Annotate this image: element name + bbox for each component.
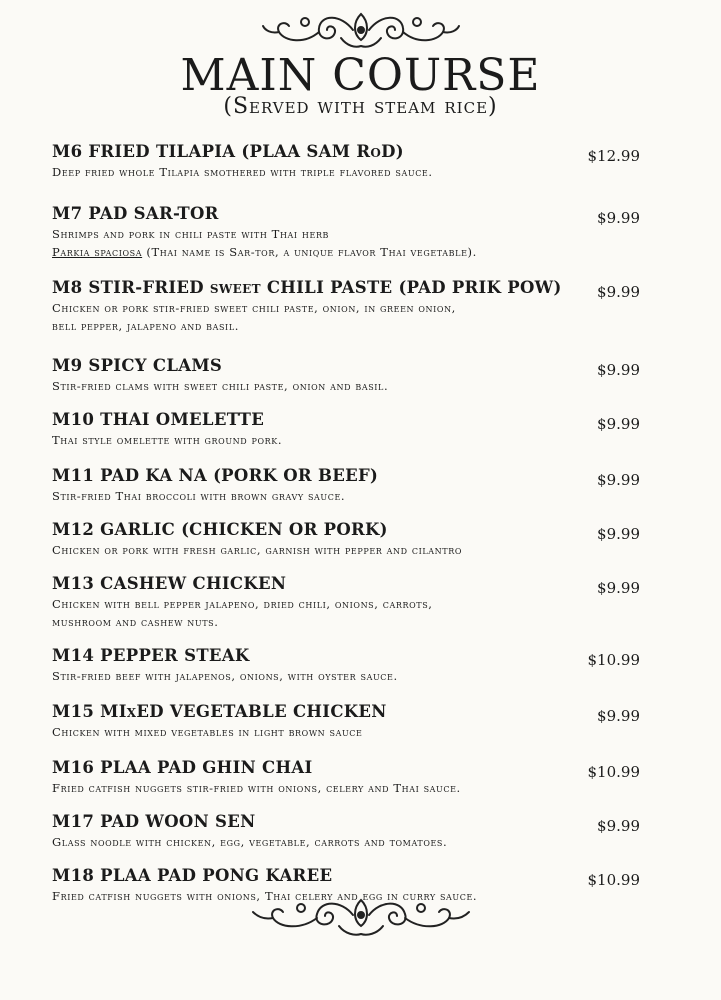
item-description-line-2: [52, 243, 562, 261]
item-description: Fried catfish nuggets stir-fried with onions, celery and Thai sauce.: [52, 781, 461, 795]
item-name: M9 SPICY CLAMS: [52, 356, 223, 375]
item-name: M15 MIxED VEGETABLE CHICKEN: [52, 702, 387, 721]
item-price: $10.99: [587, 871, 640, 889]
item-name: M17 PAD WOON SEN: [52, 812, 256, 831]
menu-item-m14: [52, 645, 652, 701]
item-price: $9.99: [597, 579, 640, 597]
item-description: Chicken or pork stir-fried sweet chili paste, onion, in green onion,: [52, 301, 456, 315]
item-name: M18 PLAA PAD PONG KAREE: [52, 866, 333, 885]
item-price: $9.99: [597, 471, 640, 489]
menu-item-m15: [52, 701, 652, 757]
scroll-ornament-icon: [251, 892, 471, 938]
menu-item-m8: [52, 277, 652, 355]
item-description: Chicken with mixed vegetables in light brown sauce: [52, 725, 363, 739]
menu-item-m12: [52, 519, 652, 573]
item-description: Deep fried whole Tilapia smothered with triple flavored sauce.: [52, 165, 433, 179]
page-title: MAIN COURSE: [180, 50, 541, 101]
item-name: M13 CASHEW CHICKEN: [52, 574, 287, 593]
item-description-line-2: bell pepper, jalapeno and basil.: [52, 319, 239, 333]
menu-item-m6: [52, 141, 652, 203]
menu-item-m11: [52, 465, 652, 519]
item-price: $9.99: [597, 525, 640, 543]
item-name: M7 PAD SAR-TOR: [52, 204, 219, 223]
item-price: $9.99: [597, 209, 640, 227]
item-description: Shrimps and pork in chili paste with Thai herb: [52, 227, 330, 241]
item-description: Chicken with bell pepper jalapeno, dried chili, onions, carrots,: [52, 597, 433, 611]
menu-list: [52, 141, 652, 915]
item-name: M10 THAI OMELETTE: [52, 410, 265, 429]
menu-item-m17: [52, 811, 652, 865]
scroll-ornament-icon: [261, 8, 461, 52]
item-price: $12.99: [587, 147, 640, 165]
item-name: M12 GARLIC (CHICKEN OR PORK): [52, 520, 388, 539]
page-subtitle: (Served with steam rice): [223, 94, 498, 119]
item-price: $9.99: [597, 361, 640, 379]
item-price: $9.99: [597, 707, 640, 725]
herb-name: Parkia spaciosa: [52, 245, 143, 259]
item-description: Stir-fried clams with sweet chili paste, onion and basil.: [52, 379, 389, 393]
menu-item-m16: [52, 757, 652, 811]
item-description: Thai style omelette with ground pork.: [52, 433, 283, 447]
item-price: $10.99: [587, 651, 640, 669]
menu-item-m13: [52, 573, 652, 645]
menu-item-m10: [52, 409, 652, 465]
item-description: Chicken or pork with fresh garlic, garnish with pepper and cilantro: [52, 543, 462, 557]
menu-item-m7: [52, 203, 652, 277]
item-price: $9.99: [597, 415, 640, 433]
item-name: M6 FRIED TILAPIA (PLAA SAM RoD): [52, 142, 404, 161]
menu-item-m9: [52, 355, 652, 409]
item-price: $9.99: [597, 817, 640, 835]
item-name: M16 PLAA PAD GHIN CHAI: [52, 758, 313, 777]
item-description: Stir-fried beef with jalapenos, onions, with oyster sauce.: [52, 669, 398, 683]
item-description: Glass noodle with chicken, egg, vegetable, carrots and tomatoes.: [52, 835, 448, 849]
item-name: M14 PEPPER STEAK: [52, 646, 250, 665]
item-description: Fried catfish nuggets with onions, Thai celery and egg in curry sauce.: [52, 889, 478, 903]
item-description: Stir-fried Thai broccoli with brown gravy sauce.: [52, 489, 346, 503]
item-name: M8 STIR-FRIED sweet CHILI PASTE (PAD PRIK POW): [52, 278, 562, 297]
item-description-line-2: mushroom and cashew nuts.: [52, 615, 219, 629]
herb-note: (Thai name is Sar-tor, a unique flavor Thai vegetable).: [142, 245, 477, 259]
item-name: M11 PAD KA NA (PORK OR BEEF): [52, 466, 379, 485]
item-price: $10.99: [587, 763, 640, 781]
item-price: $9.99: [597, 283, 640, 301]
